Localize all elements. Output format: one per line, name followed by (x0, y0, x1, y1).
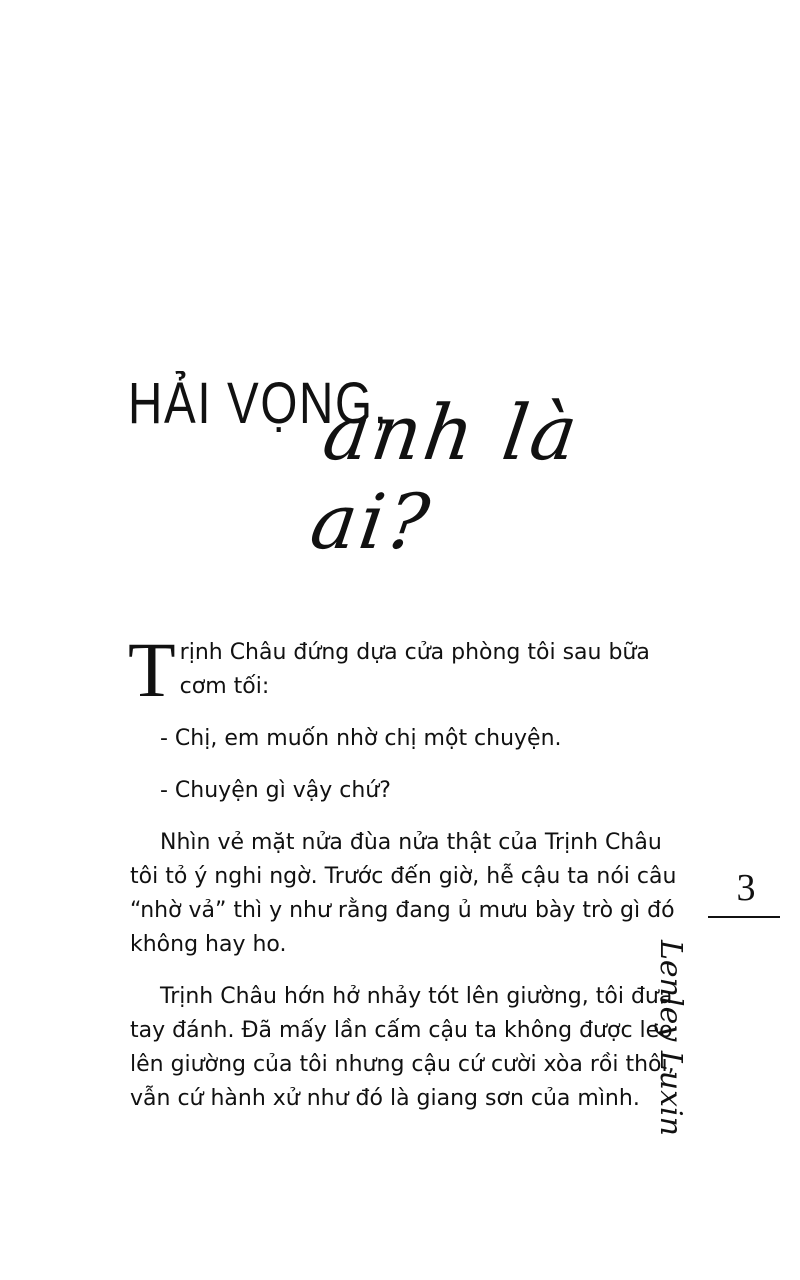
page-number-rule (708, 916, 780, 918)
chapter-title-script: anh là ai? (305, 388, 586, 566)
paragraph-text: rịnh Châu đứng dựa cửa phòng tôi sau bữa cơm tối: (179, 640, 650, 699)
chapter-body (128, 626, 690, 1134)
chapter-title (128, 360, 688, 566)
drop-cap: T (128, 626, 176, 713)
paragraph: Trịnh Châu hớn hở nhảy tót lên giường, tôi đưa tay đánh. Đã mấy lần cấm cậu ta không được leo lên giường của tôi nhưng cậu cứ cười xòa rồi thôi, vẫn cứ hành xử như đó là giang sơn của mình. (130, 984, 675, 1111)
page-number: 3 (736, 867, 756, 909)
paragraph: - Chị, em muốn nhờ chị một chuyện. (160, 726, 562, 751)
paragraph: Nhìn vẻ mặt nửa đùa nửa thật của Trịnh Châu tôi tỏ ý nghi ngờ. Trước đến giờ, hễ cậu ta nói câu “nhờ vả” thì y như rằng đang ủ mưu bày trò gì đó không hay ho. (130, 830, 677, 957)
chapter-title-main: HẢI VỌNG, (128, 371, 389, 436)
paragraph: - Chuyện gì vậy chứ? (160, 778, 391, 803)
paragraph (128, 626, 690, 713)
side-signature: Lenley Luxin (653, 940, 688, 1136)
